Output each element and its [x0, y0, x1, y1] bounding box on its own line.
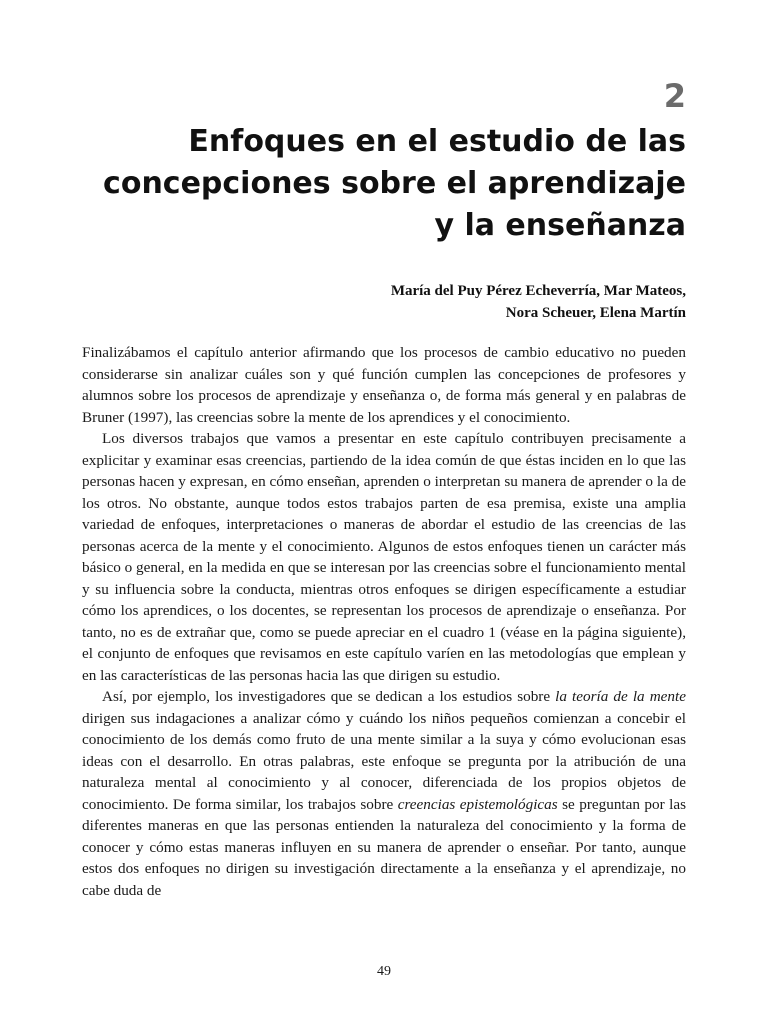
paragraph: Finalizábamos el capítulo anterior afirmando que los procesos de cambio educativo no pueden considerarse sin analizar cuáles son y qué función cumplen las concepciones de profesores y alumnos sobre los procesos de aprendizaje y enseñanza o, de forma más general y en palabras de Bruner (1997), las creencias sobre la mente de los aprendices y el conocimiento.: [82, 344, 686, 426]
paragraph: [82, 686, 686, 901]
chapter-title-line: y la enseñanza: [434, 208, 686, 243]
paragraph-text: dirigen sus indagaciones a analizar cómo y cuándo los niños pequeños comienzan a concebir el conocimiento de los demás como fruto de una mente similar a la suya y cómo evolucionan esas ideas con el desarrollo. En otras palabras, este enfoque se pregunta por la atribución de una naturaleza mental al conocimiento y al conocer, diferenciada de los propios objetos de conocimiento. De forma similar, los trabajos sobre: [82, 709, 686, 813]
italic-term: la teoría de la mente: [555, 688, 686, 705]
page-number: 49: [377, 964, 391, 979]
paragraph-text: Así, por ejemplo, los investigadores que se dedican a los estudios sobre: [102, 688, 556, 705]
chapter-title-line: concepciones sobre el aprendizaje: [103, 166, 686, 201]
chapter-authors: [186, 280, 686, 324]
chapter-title: [46, 121, 686, 247]
italic-term: creencias epistemológicas: [397, 795, 558, 813]
chapter-number: 2: [663, 77, 686, 115]
body-text: [82, 342, 686, 901]
authors-line: Nora Scheuer, Elena Martín: [505, 305, 686, 321]
chapter-title-line: Enfoques en el estudio de las: [188, 124, 686, 159]
paragraph-text: se preguntan por las diferentes maneras en que las personas entienden la naturaleza del conocimiento y la forma de conocer y cómo estas maneras influyen en su manera de aprender o enseñar. Por tanto, aunque estos dos enfoques no dirigen su investigación directamente a la enseñanza y el aprendizaje, no cabe duda de: [82, 795, 687, 899]
authors-line: María del Puy Pérez Echeverría, Mar Mateos,: [390, 283, 686, 299]
paragraph: Los diversos trabajos que vamos a presentar en este capítulo contribuyen precisamente a explicitar y examinar esas creencias, partiendo de la idea común de que éstas inciden en lo que las personas hacen y expresan, en cómo enseñan, aprenden o interpretan su manera de aprender o la de los otros. No obstante, aunque todos estos trabajos parten de esa premisa, existe una amplia variedad de enfoques, interpretaciones o maneras de abordar el estudio de las creencias de las personas acerca de la mente y el conocimiento. Algunos de estos enfoques tienen un carácter más básico o general, en la medida en que se interesan por las creencias sobre el funcionamiento mental y su influencia sobre la conducta, mientras otros enfoques se dirigen específicamente a estudiar cómo los aprendices, o los docentes, se representan los procesos de aprendizaje o enseñanza. Por tanto, no es de extrañar que, como se puede apreciar en el cuadro 1 (véase en la página siguiente), el conjunto de enfoques que revisamos en este capítulo varíen en las metodologías que emplean y en las características de las personas hacia las que dirigen su estudio.: [82, 430, 686, 684]
